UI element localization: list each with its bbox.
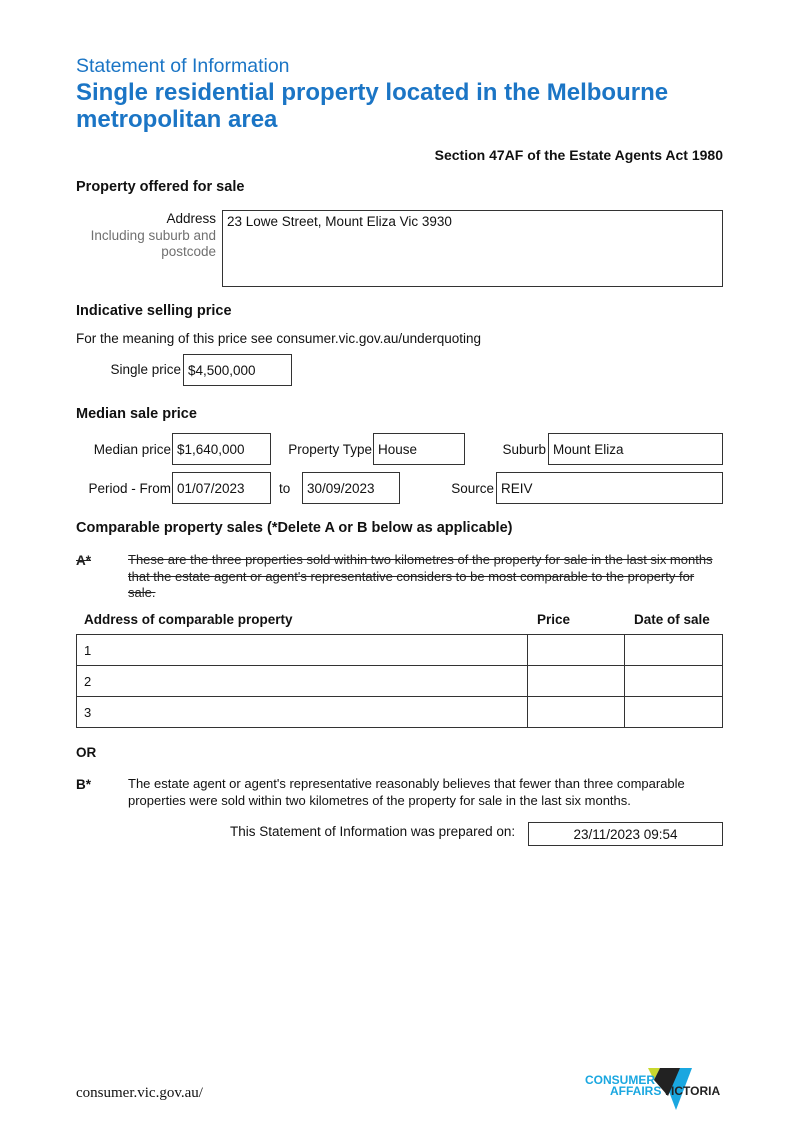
source-label: Source [451, 481, 494, 496]
comparable-date-cell[interactable] [625, 697, 723, 728]
comparable-price-cell[interactable] [528, 666, 625, 697]
suburb-label: Suburb [502, 442, 546, 457]
single-price-field[interactable]: $4,500,000 [183, 354, 292, 386]
section-heading-median-sale: Median sale price [76, 406, 197, 422]
property-type-label: Property Type [288, 442, 372, 457]
table-header-price: Price [537, 612, 571, 627]
option-b-marker: B* [76, 777, 92, 792]
option-a-text: These are the three properties sold within two kilometres of the property for sale in the last six months that the estate agent or agent's representative considers to be most comparable to the property for sale. [128, 552, 713, 600]
act-reference: Section 47AF of the Estate Agents Act 1980 [434, 147, 723, 163]
comparable-price-cell[interactable] [528, 697, 625, 728]
option-b-text: The estate agent or agent's representative reasonably believes that fewer than three comparable properties were sold within two kilometres of the property for sale in the last six months. [128, 776, 685, 808]
document-title: Single residential property located in the Melbourne metropolitan area [76, 79, 669, 133]
underquoting-note: For the meaning of this price see consumer.vic.gov.au/underquoting [76, 331, 481, 346]
comparable-date-cell[interactable] [625, 666, 723, 697]
suburb-field[interactable]: Mount Eliza [548, 433, 723, 465]
table-row [77, 666, 723, 697]
footer-url[interactable]: consumer.vic.gov.au/ [76, 1085, 203, 1101]
median-price-label: Median price [93, 442, 171, 457]
logo-text-victoria: VICTORIA [663, 1084, 721, 1098]
or-label: OR [76, 745, 97, 760]
comparable-price-cell[interactable] [528, 635, 625, 666]
table-header-date: Date of sale [634, 612, 710, 627]
table-row [77, 635, 723, 666]
period-to-label: to [279, 481, 291, 496]
period-from-field[interactable]: 01/07/2023 [172, 472, 271, 504]
logo-text-consumer: CONSUMER [585, 1073, 656, 1087]
table-header-address: Address of comparable property [84, 612, 293, 627]
address-hint: Including suburb and postcode [90, 228, 216, 259]
section-heading-property-offered: Property offered for sale [76, 179, 245, 195]
consumer-affairs-victoria-logo [584, 1060, 724, 1112]
comparable-address-cell[interactable]: 2 [77, 666, 528, 697]
comparable-properties-table [76, 634, 723, 728]
option-a-marker: A* [76, 553, 92, 568]
document-subtitle: Statement of Information [76, 55, 290, 77]
comparable-address-cell[interactable]: 1 [77, 635, 528, 666]
section-heading-indicative-price: Indicative selling price [76, 303, 232, 319]
prepared-on-label: This Statement of Information was prepared on: [230, 824, 516, 839]
median-price-field[interactable]: $1,640,000 [172, 433, 271, 465]
period-to-field[interactable]: 30/09/2023 [302, 472, 400, 504]
comparable-date-cell[interactable] [625, 635, 723, 666]
section-heading-comparable: Comparable property sales (*Delete A or B below as applicable) [76, 520, 513, 536]
address-label: Address [166, 211, 216, 226]
property-type-field[interactable]: House [373, 433, 465, 465]
single-price-label: Single price [110, 362, 181, 377]
period-from-label: Period - From [88, 481, 171, 496]
prepared-on-field[interactable]: 23/11/2023 09:54 [528, 822, 723, 846]
source-field[interactable]: REIV [496, 472, 723, 504]
logo-text-affairs: AFFAIRS [610, 1084, 662, 1098]
address-field[interactable]: 23 Lowe Street, Mount Eliza Vic 3930 [222, 210, 723, 287]
comparable-address-cell[interactable]: 3 [77, 697, 528, 728]
logo-graphic [584, 1060, 724, 1112]
table-row [77, 697, 723, 728]
